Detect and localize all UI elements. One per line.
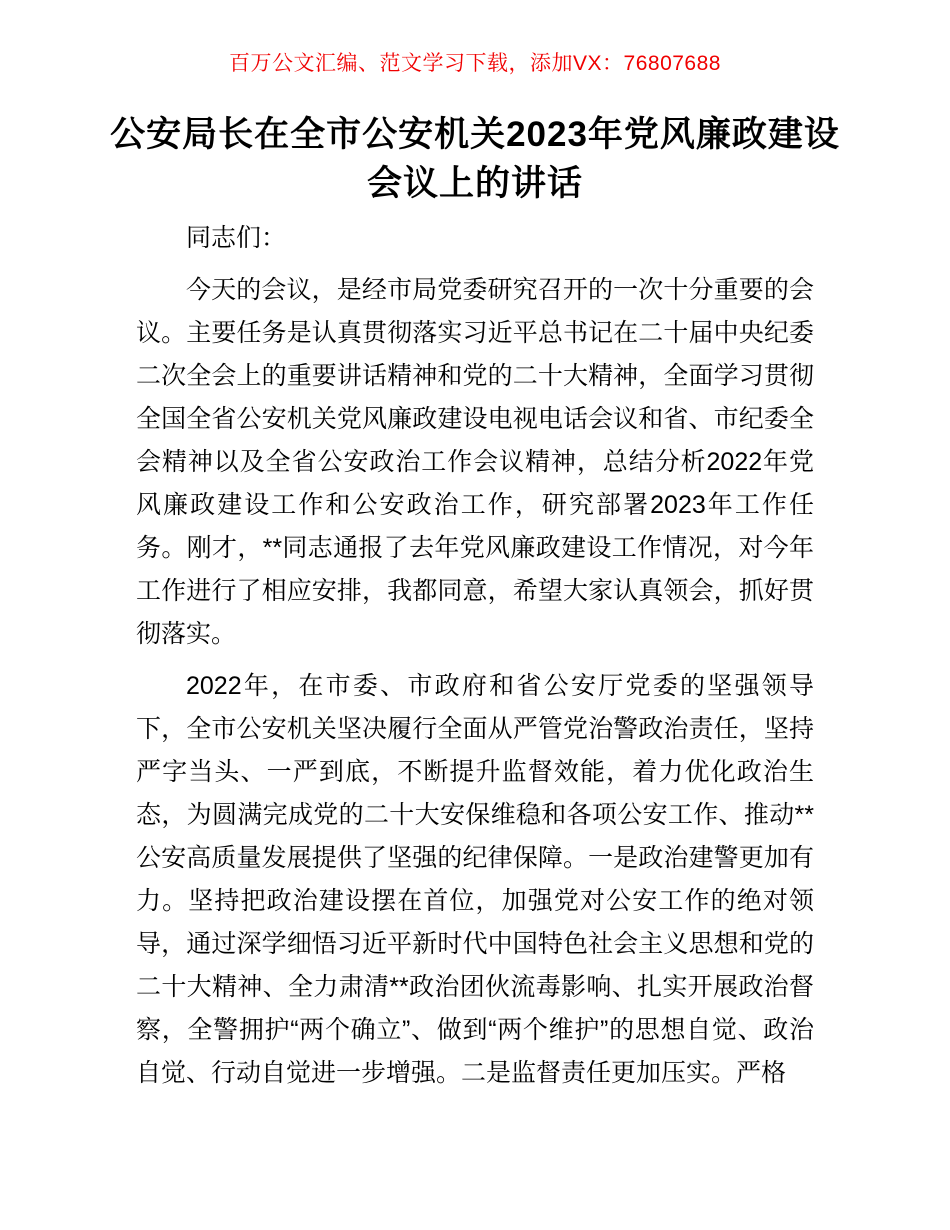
document-body (136, 217, 814, 1095)
body-paragraph-1: 今天的会议，是经市局党委研究召开的一次十分重要的会议。主要任务是认真贯彻落实习近平总书记在二十届中央纪委二次全会上的重要讲话精神和党的二十大精神，全面学习贯彻全国全省公安机关党风廉政建设电视电话会议和省、市纪委全会精神以及全省公安政治工作会议精神，总结分析2022年党风廉政建设工作和公安政治工作，研究部署2023年工作任务。刚才，**同志通报了去年党风廉政建设工作情况，对今年工作进行了相应安排，我都同意，希望大家认真领会，抓好贯彻落实。 (136, 276, 814, 648)
document-title (95, 110, 855, 208)
document-title-line-1: 公安局长在全市公安机关2023年党风廉政建设 (110, 115, 840, 154)
promo-header-text: 百万公文汇编、范文学习下载，添加VX：76807688 (229, 52, 721, 75)
body-paragraph-2: 2022年，在市委、市政府和省公安厅党委的坚强领导下，全市公安机关坚决履行全面从严管党治警政治责任，坚持严字当头、一严到底，不断提升监督效能，着力优化政治生态，为圆满完成党的二十大安保维稳和各项公安工作、推动**公安高质量发展提供了坚强的纪律保障。一是政治建警更加有力。坚持把政治建设摆在首位，加强党对公安工作的绝对领导，通过深学细悟习近平新时代中国特色社会主义思想和党的二十大精神、全力肃清**政治团伙流毒影响、扎实开展政治督察，全警拥护“两个确立”、做到“两个维护”的思想自觉、政治自觉、行动自觉进一步增强。二是监督责任更加压实。严格 (136, 672, 814, 1087)
salutation-paragraph: 同志们： (186, 224, 287, 252)
document-title-line-2: 会议上的讲话 (366, 164, 583, 203)
